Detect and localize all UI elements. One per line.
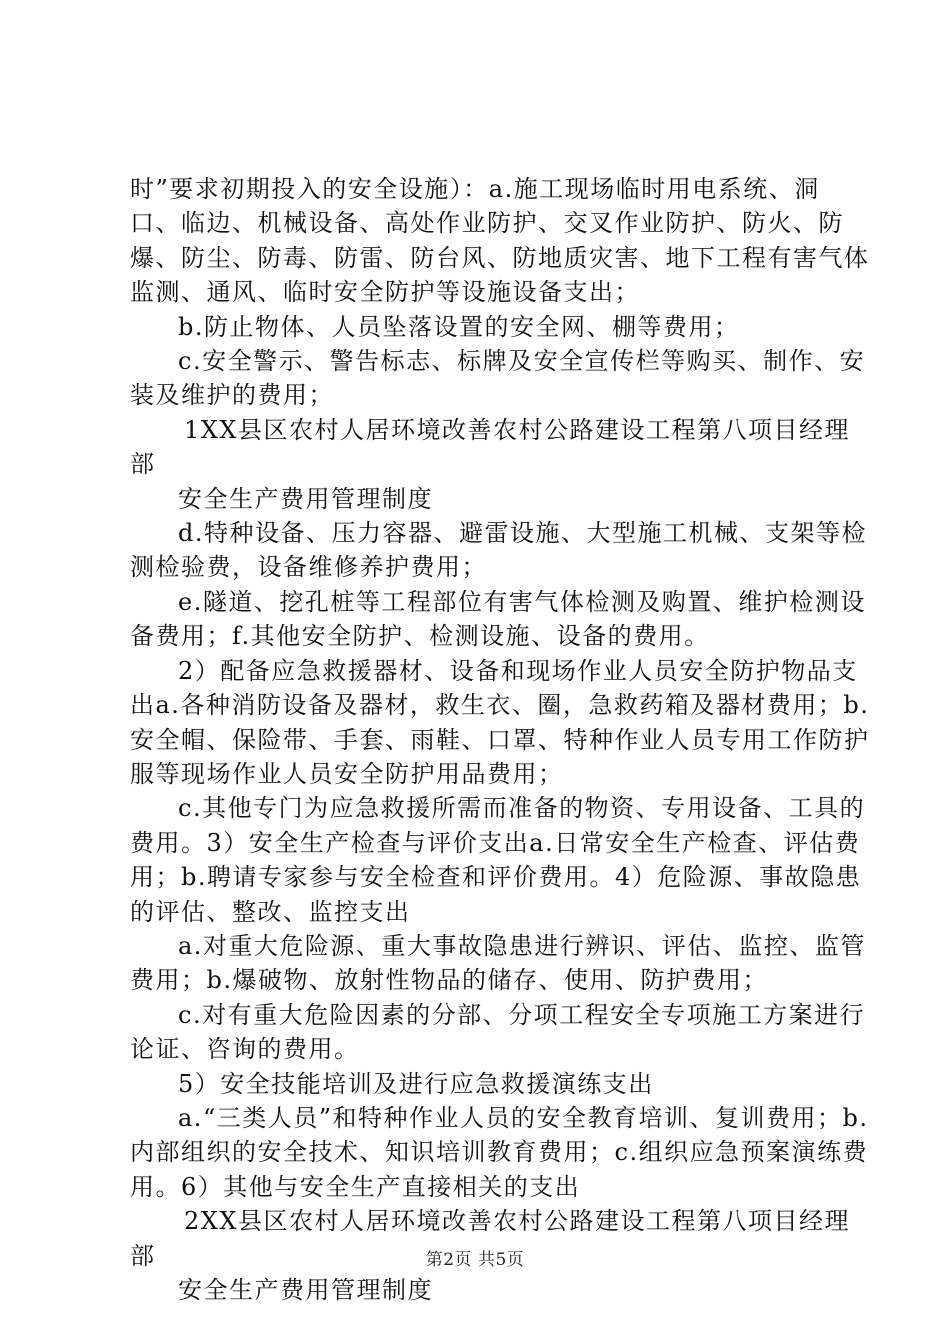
document-body (130, 172, 870, 1307)
paragraph-training: a.“三类人员”和特种作业人员的安全教育培训、复训费用；b.内部组织的安全技术、知识培训教育费用；c.组织应急预案演练费用。6）其他与安全生产直接相关的支出 (130, 1103, 869, 1201)
paragraph-hazard-c: c.对有重大危险因素的分部、分项工程安全专项施工方案进行论证、咨询的费用。 (130, 1000, 866, 1064)
paragraph-facilities: 时”要求初期投入的安全设施）：a.施工现场临时用电系统、洞口、临边、机械设备、高处作业防护、交叉作业防护、防火、防爆、防尘、防毒、防雷、防台风、防地质灾害、地下工程有害气体监测、通风、临时安全防护等设施设备支出； (130, 175, 870, 307)
header-doc-title: 安全生产费用管理制度 (178, 484, 433, 513)
paragraph-item-d: d.特种设备、压力容器、避雷设施、大型施工机械、支架等检测检验费，设备维修养护费用； (130, 519, 867, 582)
paragraph-item-c: c.安全警示、警告标志、标牌及安全宣传栏等购买、制作、安装及维护的费用； (130, 347, 866, 410)
paragraph-hazard-a-b: a.对重大危险源、重大事故隐患进行辨识、评估、监控、监管费用；b.爆破物、放射性物品的储存、使用、防护费用； (130, 931, 866, 995)
paragraph-item-b: b.防止物体、人员坠落设置的安全网、棚等费用； (178, 312, 740, 341)
paragraph-item-e: e.隧道、挖孔桩等工程部位有害气体检测及购置、维护检测设备费用；f.其他安全防护、检测设施、设备的费用。 (130, 587, 866, 651)
paragraph-section-3-4: c.其他专门为应急救援所需而准备的物资、专用设备、工具的费用。3）安全生产检查与评价支出a.日常安全生产检查、评估费用；b.聘请专家参与安全检查和评价费用。4）危险源、事故隐患的评估、整改、监控支出 (130, 794, 866, 926)
header-doc-title-2: 安全生产费用管理制度 (178, 1276, 433, 1304)
paragraph-section-5: 5）安全技能培训及进行应急救援演练支出 (178, 1069, 654, 1098)
header-project-name: 1XX县区农村人居环境改善农村公路建设工程第八项目经理部 (130, 415, 850, 479)
paragraph-section-2: 2）配备应急救援器材、设备和现场作业人员安全防护物品支出a.各种消防设备及器材，救生衣、圈，急救药箱及器材费用；b.安全帽、保险带、手套、雨鞋、口罩、特种作业人员专用工作防护服等现场作业人员安全防护用品费用； (130, 656, 870, 788)
page-number: 第2页 共5页 (425, 1250, 525, 1270)
header-project-name-2: 2XX县区农村人居环境改善农村公路建设工程第八项目经理部 (130, 1207, 850, 1270)
